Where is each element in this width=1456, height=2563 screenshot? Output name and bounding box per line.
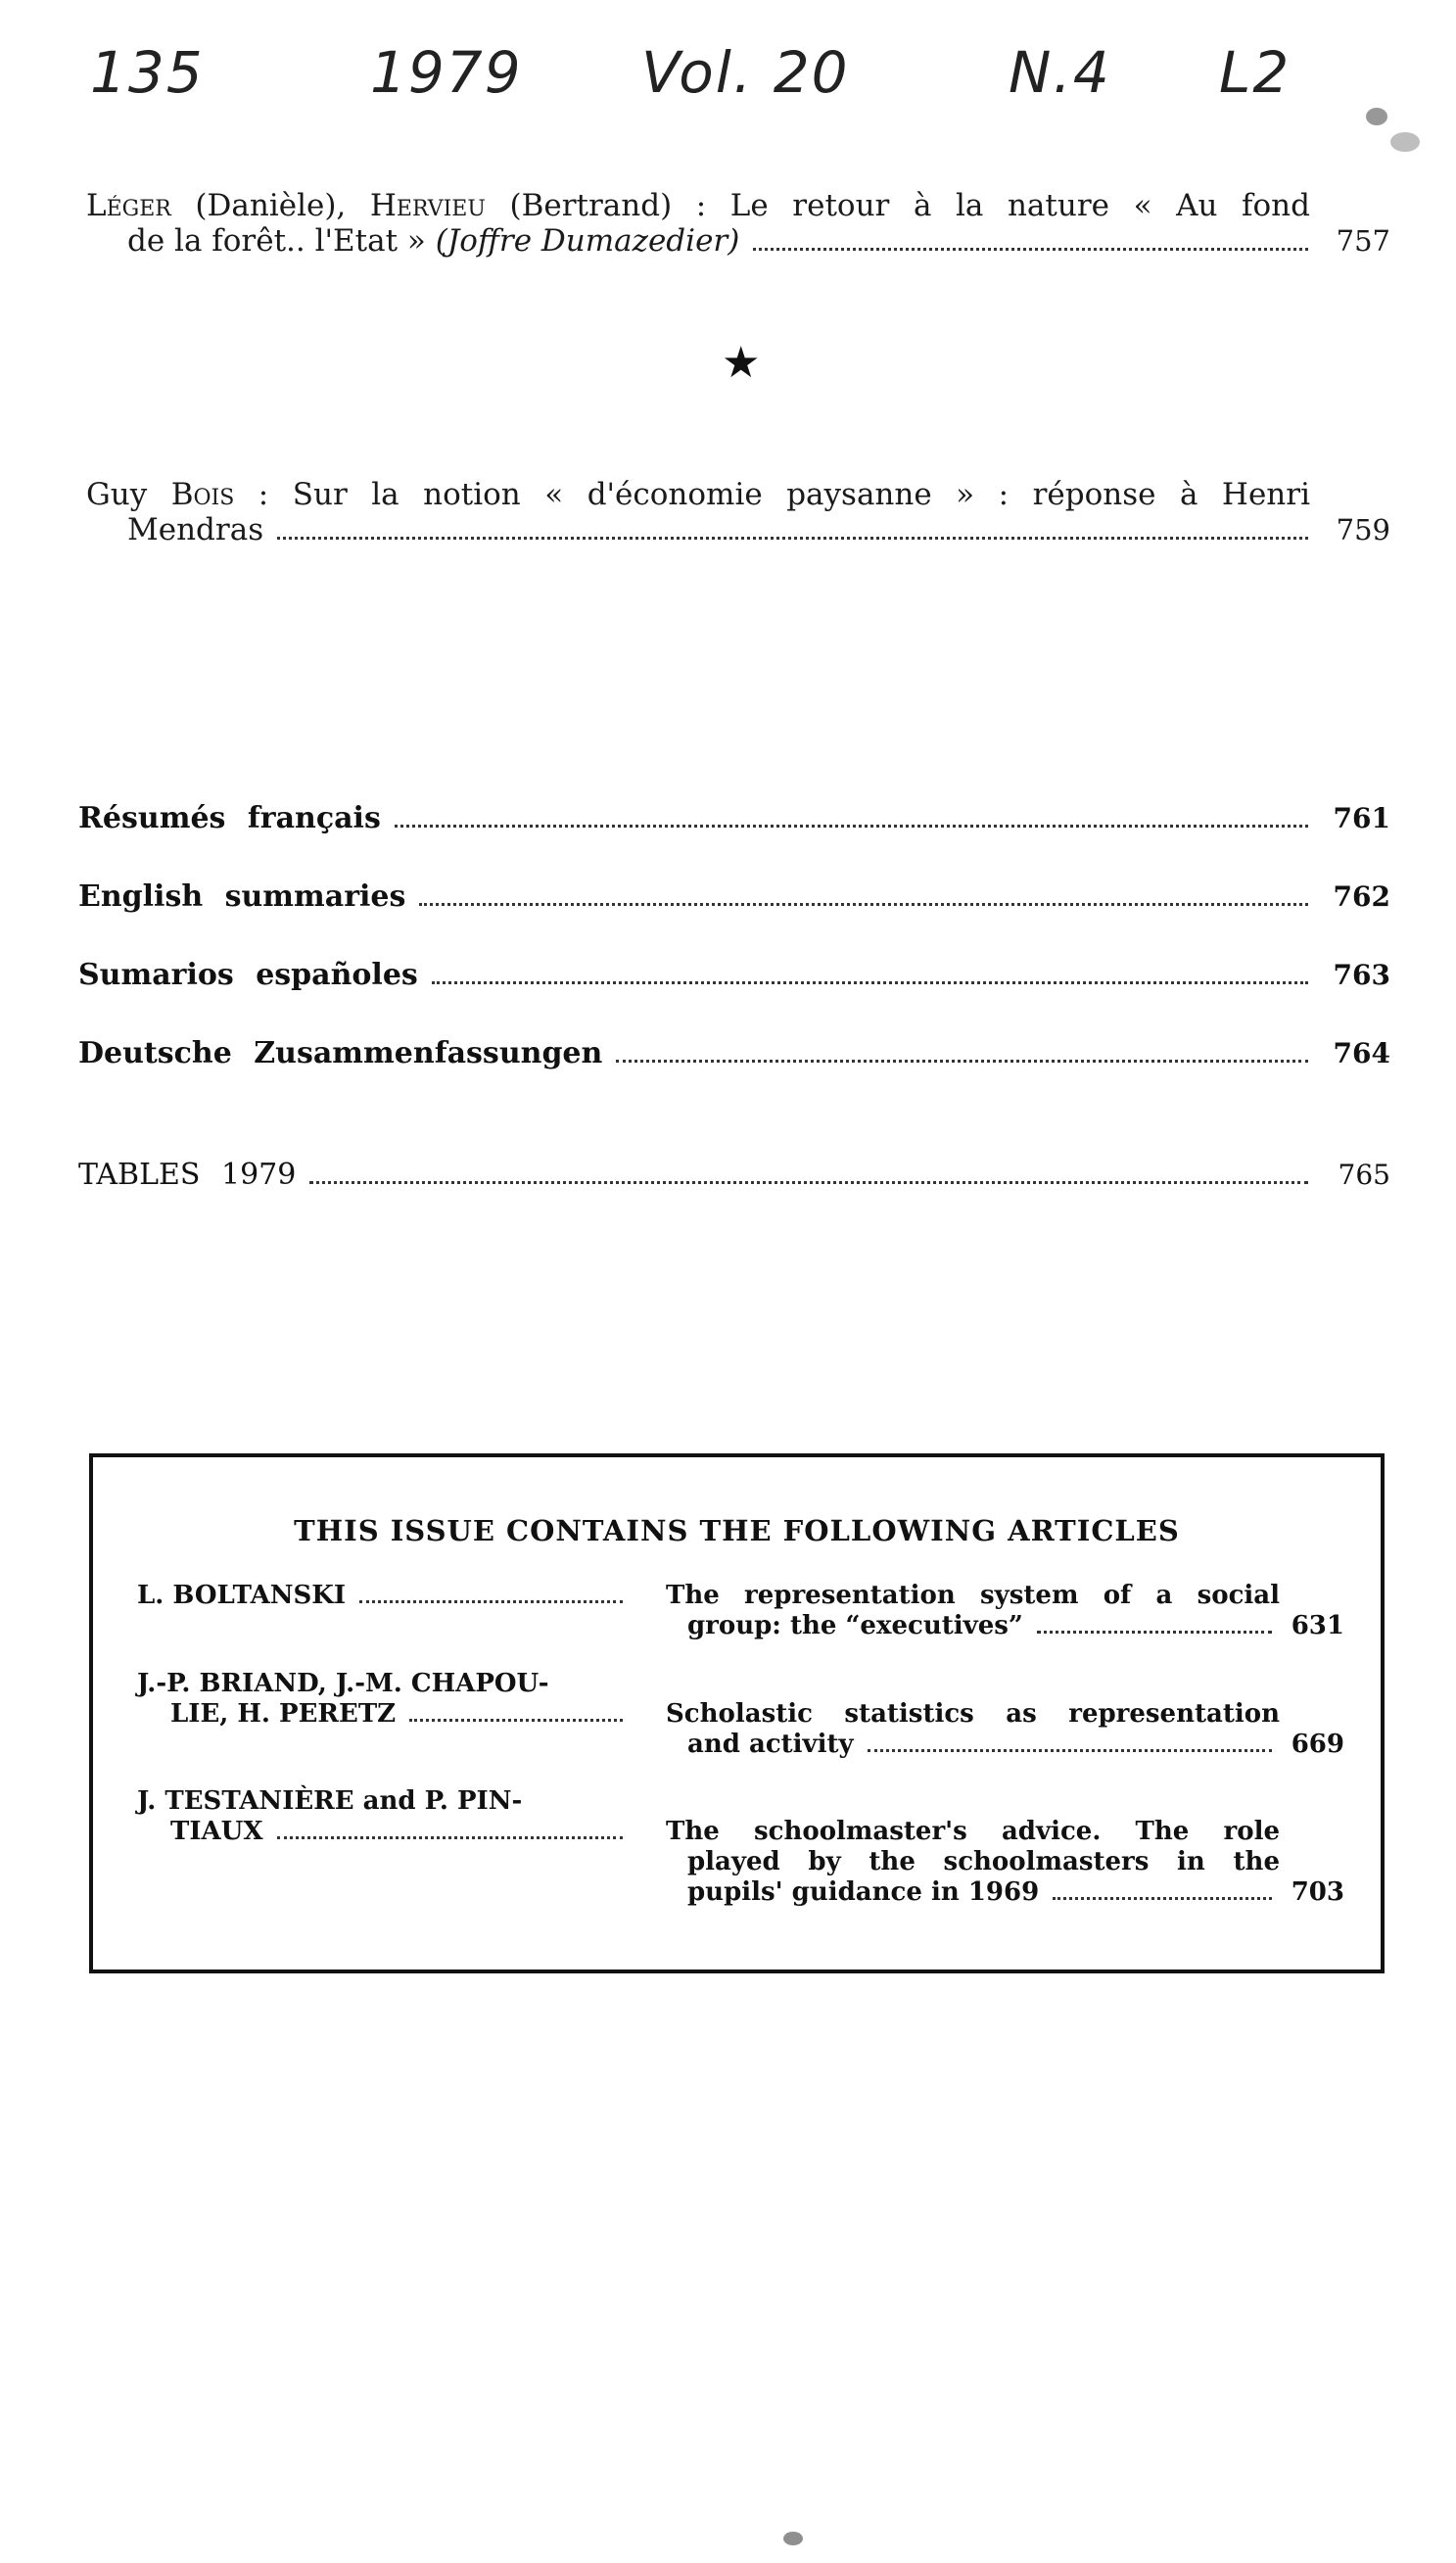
page-number: 703 xyxy=(1291,1877,1344,1907)
author-initial: (Danièle), xyxy=(170,188,370,223)
entry-title-cont: Mendras xyxy=(127,512,264,547)
dot-leader xyxy=(395,825,1308,828)
page-number: 763 xyxy=(1333,959,1390,991)
title-line: Scholastic statistics as representation xyxy=(666,1699,1280,1729)
author-name: Hervieu xyxy=(369,188,486,223)
author-name: Léger xyxy=(86,188,171,223)
dot-leader xyxy=(277,537,1308,540)
box-title: THIS ISSUE CONTAINS THE FOLLOWING ARTICLES xyxy=(294,1514,1180,1547)
star-separator: ★ xyxy=(722,338,761,388)
article-author xyxy=(137,1786,636,1847)
page-number: 764 xyxy=(1333,1037,1390,1069)
paper-stain xyxy=(783,2532,803,2545)
articles-box xyxy=(89,1453,1385,1973)
author-firstname: Guy xyxy=(86,477,171,512)
toc-row-deutsche xyxy=(78,1036,1390,1070)
entry-title: : Sur la notion « d'économie paysanne » : réponse à Henri xyxy=(234,477,1310,512)
toc-row-sumarios xyxy=(78,958,1390,992)
page-number: 631 xyxy=(1291,1611,1344,1640)
reviewer-name: (Joffre Dumazedier) xyxy=(435,223,740,259)
row-label: Résumés français xyxy=(78,801,381,835)
title-line: The schoolmaster's advice. The role xyxy=(666,1817,1280,1846)
toc-row-resumes xyxy=(78,801,1390,835)
page-number: 762 xyxy=(1333,880,1390,913)
author-line: TIAUX xyxy=(170,1817,263,1846)
handwritten-volume: Vol. 20 xyxy=(641,39,850,106)
title-line: played by the schoolmasters in the xyxy=(687,1847,1280,1876)
dot-leader xyxy=(868,1749,1272,1752)
dot-leader xyxy=(409,1719,623,1722)
toc-entry-leger xyxy=(86,188,1390,259)
handwritten-annotation xyxy=(0,29,1456,118)
page-number: 669 xyxy=(1291,1730,1344,1759)
page-number: 765 xyxy=(1338,1159,1390,1191)
author-line: J. TESTANIÈRE and P. PIN- xyxy=(137,1786,523,1816)
entry-line-1 xyxy=(86,188,1390,223)
entry-line-2 xyxy=(86,512,1390,547)
toc-row-english xyxy=(78,879,1390,914)
dot-leader xyxy=(359,1600,623,1603)
page-number: 759 xyxy=(1336,513,1390,546)
row-label: Deutsche Zusammenfassungen xyxy=(78,1036,603,1070)
dot-leader xyxy=(277,1836,623,1839)
title-line: The representation system of a social xyxy=(666,1581,1280,1610)
handwritten-ref: 135 xyxy=(90,39,205,106)
page-number: 761 xyxy=(1333,802,1390,834)
entry-title: (Bertrand) : Le retour à la nature « Au fond xyxy=(485,188,1310,223)
paper-stain xyxy=(1366,108,1387,125)
article-author xyxy=(137,1669,636,1730)
dot-leader xyxy=(1037,1631,1272,1634)
paper-stain xyxy=(1390,132,1420,152)
toc-row-tables xyxy=(78,1158,1390,1192)
row-label: TABLES 1979 xyxy=(78,1158,297,1192)
entry-line-1 xyxy=(86,477,1390,512)
article-author xyxy=(137,1581,636,1611)
entry-title-cont: de la forêt.. l'Etat » xyxy=(127,223,426,259)
handwritten-year: 1979 xyxy=(370,39,523,106)
handwritten-shelf: L2 xyxy=(1219,39,1292,106)
author-line: L. BOLTANSKI xyxy=(137,1581,347,1610)
title-line: pupils' guidance in 1969 xyxy=(687,1877,1040,1907)
toc-entry-bois xyxy=(86,477,1390,547)
title-line: and activity xyxy=(687,1730,854,1759)
article-title xyxy=(666,1699,1344,1760)
row-label: Sumarios españoles xyxy=(78,958,418,992)
article-title xyxy=(666,1581,1344,1641)
article-title xyxy=(666,1817,1344,1908)
handwritten-number: N.4 xyxy=(1009,39,1111,106)
entry-line-2 xyxy=(86,223,1390,259)
page-number: 757 xyxy=(1336,224,1390,258)
dot-leader xyxy=(309,1181,1308,1184)
dot-leader xyxy=(419,903,1308,906)
dot-leader xyxy=(1053,1897,1272,1900)
dot-leader xyxy=(753,248,1308,251)
row-label: English summaries xyxy=(78,879,406,914)
dot-leader xyxy=(432,981,1308,984)
author-name: Bois xyxy=(170,477,235,512)
author-line: J.-P. BRIAND, J.-M. CHAPOU- xyxy=(137,1669,549,1698)
dot-leader xyxy=(616,1060,1308,1063)
title-line: group: the “executives” xyxy=(687,1611,1023,1640)
author-line: LIE, H. PERETZ xyxy=(170,1699,397,1729)
